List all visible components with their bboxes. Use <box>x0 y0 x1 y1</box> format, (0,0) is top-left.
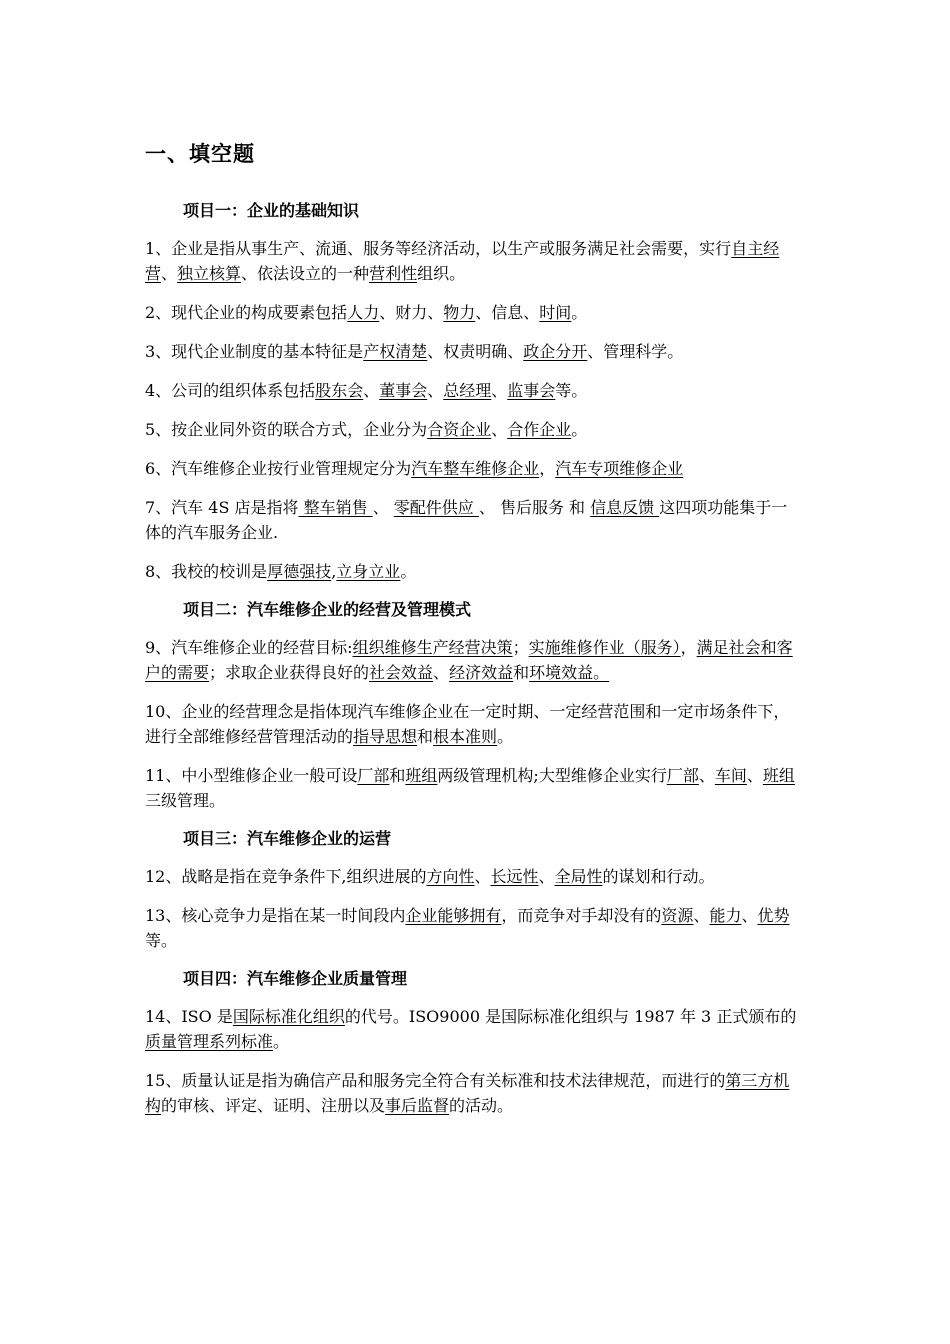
question-item <box>145 456 800 481</box>
question-text: 。 <box>273 1032 290 1051</box>
answer-blank: 产权清楚 <box>363 342 428 361</box>
question-item <box>145 417 800 442</box>
answer-blank: 质量管理系列标准 <box>145 1032 274 1051</box>
question-text: 。 <box>571 303 588 322</box>
question-item <box>145 236 800 286</box>
answer-blank: 长远性 <box>490 867 539 886</box>
question-item <box>145 495 800 545</box>
answer-blank: 零配件供应 <box>393 498 479 517</box>
answer-blank: 班组 <box>405 766 438 785</box>
document-page <box>145 130 800 1132</box>
question-text: 11、中小型维修企业一般可设 <box>145 766 358 785</box>
question-item <box>145 1004 800 1054</box>
answer-blank: 信息反馈 <box>590 498 660 517</box>
answer-blank: 全局性 <box>554 867 603 886</box>
answer-blank: 厚德强技 <box>267 562 332 581</box>
answer-blank: 根本准则 <box>433 727 498 746</box>
question-text: 、 <box>433 663 450 682</box>
question-text: 4、公司的组织体系包括 <box>145 381 316 400</box>
question-text: 和 <box>513 663 530 682</box>
answer-blank: 满足社会和客户的需要 <box>145 638 793 682</box>
answer-blank: 立身立业 <box>336 562 401 581</box>
answer-blank: 合作企业 <box>507 420 572 439</box>
answer-blank: 整车销售 <box>298 498 373 517</box>
answer-blank: 国际标准化组织 <box>232 1007 345 1026</box>
section-title: 项目一：企业的基础知识 <box>183 201 360 220</box>
section-title: 项目四：汽车维修企业质量管理 <box>183 969 408 988</box>
answer-blank: 股东会 <box>315 381 364 400</box>
answer-blank: 汽车整车维修企业 <box>411 459 540 478</box>
answer-blank: 环境效益。 <box>529 663 610 682</box>
question-text: 14、ISO 是 <box>145 1007 233 1026</box>
question-text: 、权责明确、 <box>427 342 524 361</box>
question-item <box>145 763 800 813</box>
answer-blank: 政企分开 <box>523 342 588 361</box>
question-list <box>145 199 800 1118</box>
answer-blank: 事后监督 <box>385 1096 450 1115</box>
answer-blank: 物力 <box>443 303 476 322</box>
question-text: 组织。 <box>417 264 466 283</box>
question-text: 3、现代企业制度的基本特征是 <box>145 342 364 361</box>
answer-blank: 人力 <box>347 303 380 322</box>
answer-blank: 自主经营 <box>145 239 780 283</box>
question-text: 、 <box>161 264 178 283</box>
answer-blank: 资源 <box>661 906 694 925</box>
question-item <box>145 635 800 685</box>
question-text: 6、汽车维修企业按行业管理规定分为 <box>145 459 412 478</box>
question-text: 、财力、 <box>379 303 444 322</box>
question-text: 、 <box>363 381 380 400</box>
question-text: 、 <box>427 381 444 400</box>
answer-blank: 组织维修生产经营决策 <box>352 638 513 657</box>
question-item <box>145 864 800 889</box>
question-text: ，而竞争对手却没有的 <box>501 906 662 925</box>
question-text: 、 <box>693 906 710 925</box>
answer-blank: 社会效益 <box>369 663 434 682</box>
question-text: ； <box>512 638 529 657</box>
question-text: 13、核心竞争力是指在某一时间段内 <box>145 906 406 925</box>
question-item <box>145 559 800 584</box>
question-text: 的活动。 <box>449 1096 514 1115</box>
question-text: 。 <box>497 727 514 746</box>
question-text: 和 <box>389 766 406 785</box>
question-text: 、 <box>491 420 508 439</box>
answer-blank: 总经理 <box>443 381 492 400</box>
question-text: 、依法设立的一种 <box>241 264 370 283</box>
answer-blank: 第三方机构 <box>145 1071 790 1115</box>
answer-blank: 汽车专项维修企业 <box>555 459 684 478</box>
question-text: 、 售后服务 和 <box>478 498 591 517</box>
question-item <box>145 699 800 749</box>
question-text: 2、现代企业的构成要素包括 <box>145 303 348 322</box>
answer-blank: 方向性 <box>426 867 475 886</box>
question-text: 1、企业是指从事生产、流通、服务等经济活动，以生产或服务满足社会需要，实行 <box>145 239 732 258</box>
question-item <box>145 339 800 364</box>
answer-blank: 实施维修作业（服务） <box>528 638 681 657</box>
answer-blank: 厂部 <box>357 766 390 785</box>
question-text: 、信息、 <box>475 303 540 322</box>
answer-blank: 营利性 <box>369 264 418 283</box>
question-text: 9、汽车维修企业的经营目标: <box>145 638 353 657</box>
question-text: 8、我校的校训是 <box>145 562 268 581</box>
answer-blank: 厂部 <box>666 766 699 785</box>
answer-blank: 监事会 <box>507 381 556 400</box>
section-title: 项目三：汽车维修企业的运营 <box>183 829 392 848</box>
question-item <box>145 1068 800 1118</box>
question-text: 和 <box>417 727 434 746</box>
question-text: 、 <box>746 766 763 785</box>
answer-blank: 经济效益 <box>449 663 514 682</box>
question-text: 5、按企业同外资的联合方式，企业分为 <box>145 420 428 439</box>
answer-blank: 班组 <box>762 766 795 785</box>
question-text: 7、汽车 4S 店是指将 <box>145 498 299 517</box>
question-text: 等。 <box>145 931 178 950</box>
answer-blank: 车间 <box>714 766 747 785</box>
answer-blank: 企业能够拥有 <box>405 906 502 925</box>
question-text: 12、战略是指在竞争条件下,组织进展的 <box>145 867 427 886</box>
question-text: 、 <box>372 498 394 517</box>
question-text: ， <box>539 459 556 478</box>
answer-blank: 能力 <box>709 906 742 925</box>
question-text: 。 <box>400 562 417 581</box>
question-text: 这四项功能集于一体的汽车服务企业. <box>145 498 788 542</box>
question-text: 的审核、评定、证明、注册以及 <box>161 1096 386 1115</box>
question-text: 、 <box>474 867 491 886</box>
question-text: 、 <box>491 381 508 400</box>
answer-blank: 优势 <box>757 906 790 925</box>
page-title: 一、填空题 <box>145 142 255 166</box>
question-text: 、管理科学。 <box>587 342 684 361</box>
answer-blank: 时间 <box>539 303 572 322</box>
question-text: 10、企业的经营理念是指体现汽车维修企业在一定时期、一定经营范围和一定市场条件下，进行全部维修经营管理活动的 <box>145 702 790 746</box>
question-text: 的谋划和行动。 <box>602 867 715 886</box>
answer-blank: 指导思想 <box>353 727 418 746</box>
question-text: 、 <box>698 766 715 785</box>
answer-blank: 董事会 <box>379 381 428 400</box>
question-text: ， <box>680 638 697 657</box>
section-title: 项目二：汽车维修企业的经营及管理模式 <box>183 600 472 619</box>
question-text: 、 <box>538 867 555 886</box>
question-text: 两级管理机构;大型维修企业实行 <box>437 766 667 785</box>
question-item <box>145 378 800 403</box>
question-item <box>145 903 800 953</box>
question-text: ；求取企业获得良好的 <box>209 663 370 682</box>
question-text: , <box>331 562 337 581</box>
question-text: 的代号。ISO9000 是国际标准化组织与 1987 年 3 正式颁布的 <box>344 1007 797 1026</box>
question-text: 三级管理。 <box>145 791 226 810</box>
question-text: 等。 <box>555 381 588 400</box>
answer-blank: 合资企业 <box>427 420 492 439</box>
question-text: 15、质量认证是指为确信产品和服务完全符合有关标准和技术法律规范，而进行的 <box>145 1071 726 1090</box>
question-text: 、 <box>741 906 758 925</box>
answer-blank: 独立核算 <box>177 264 242 283</box>
question-text: 。 <box>571 420 588 439</box>
question-item <box>145 300 800 325</box>
